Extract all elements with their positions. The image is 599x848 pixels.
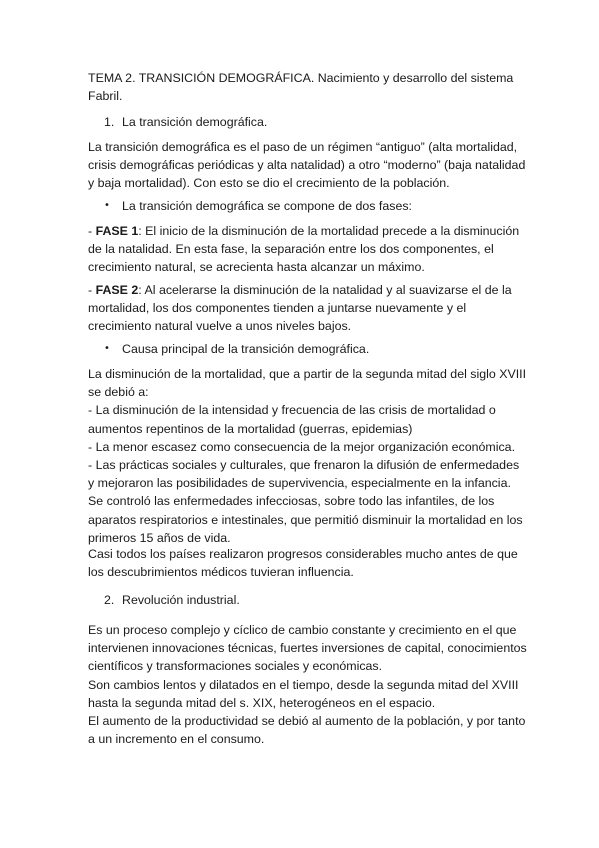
causes-paragraph [88,365,527,547]
paragraph-line: primeros 15 años de vida. [88,530,231,545]
phase-label: FASE 1 [95,224,139,238]
section-number: 2. [104,593,115,607]
paragraph-line: se debió a: [88,385,149,400]
paragraph-line: aumentos repentinos de la mortalidad (guerras, epidemias) [88,421,413,436]
paragraph-line: La transición demográfica es el paso de un régimen “antiguo” (alta mortalidad, [88,140,518,154]
intro-paragraph [88,138,526,193]
dash-prefix: - [88,283,96,297]
industrial-paragraph [88,621,527,748]
paragraph-line: y mejoraron las posibilidades de supervivencia, especialmente en la infancia. [88,476,511,491]
paragraph-line: crecimiento natural vuelve a unos niveles bajos. [88,319,352,334]
paragraph-line: La disminución de la mortalidad, que a partir de la segunda mitad del siglo XVIII [88,367,527,381]
phase-label: FASE 2 [95,283,139,297]
bullet-text: Causa principal de la transición demográfica. [122,342,370,356]
paragraph-line: crisis demográficas periódicas y alta natalidad) a otro “moderno” (baja natalidad [88,158,526,173]
paragraph-line: científicos y transformaciones sociales y económicas. [88,659,383,674]
paragraph-line: - La disminución de la intensidad y frecuencia de las crisis de mortalidad o [88,403,496,418]
section-heading-2 [0,591,599,611]
phase-2-paragraph [88,281,518,336]
progress-paragraph [88,545,518,581]
dash-prefix: - [88,224,96,238]
paragraph-line: y baja mortalidad). Con esto se dio el crecimiento de la población. [88,176,450,191]
paragraph-line: intervienen innovaciones técnicas, fuertes inversiones de capital, conocimientos [88,641,527,656]
paragraph-line: mortalidad, los dos componentes tienden a juntarse nuevamente y el [88,301,467,316]
paragraph-line: a un incremento en el consumo. [88,732,265,747]
paragraph-line: - La menor escasez como consecuencia de la mejor organización económica. [88,439,516,454]
section-title: Revolución industrial. [122,593,240,607]
paragraph-line: hasta la segunda mitad del s. XIX, heterogéneos en el espacio. [88,695,436,710]
paragraph-line: los descubrimientos médicos tuvieran influencia. [88,565,354,580]
title-line-1: TEMA 2. TRANSICIÓN DEMOGRÁFICA. Nacimiento y desarrollo del sistema [88,71,514,85]
phase-text: : El inicio de la disminución de la mortalidad precede a la disminución [138,224,520,238]
section-number: 1. [104,115,115,129]
paragraph-line: crecimiento natural, se acrecienta hasta alcanzar un máximo. [88,260,425,275]
bullet-icon: • [104,343,110,354]
paragraph-line: Son cambios lentos y dilatados en el tiempo, desde la segunda mitad del XVIII [88,677,519,692]
paragraph-line [88,222,518,240]
phase-1-paragraph [88,222,518,277]
title-line-2: Fabril. [88,89,123,104]
paragraph-line: Es un proceso complejo y cíclico de cambio constante y crecimiento en el que [88,623,517,637]
paragraph-line: de la natalidad. En esta fase, la separación entre los dos componentes, el [88,242,494,257]
bullet-item-cause [0,340,599,360]
document-title [88,69,518,105]
bullet-item-phases [0,197,599,217]
paragraph-line: - Las prácticas sociales y culturales, que frenaron la difusión de enfermedades [88,458,520,473]
section-heading-1 [0,113,599,133]
paragraph-line: El aumento de la productividad se debió al aumento de la población, y por tanto [88,714,526,729]
paragraph-line: Casi todos los países realizaron progresos considerables mucho antes de que [88,547,518,561]
paragraph-line: Se controló las enfermedades infecciosas, sobre todo las infantiles, de los [88,494,495,509]
paragraph-line [88,281,518,299]
section-title: La transición demográfica. [122,115,268,129]
bullet-icon: • [104,200,110,211]
bullet-text: La transición demográfica se compone de dos fases: [122,199,412,213]
phase-text: : Al acelerarse la disminución de la natalidad y al suavizarse el de la [138,283,512,297]
paragraph-line: aparatos respiratorios e intestinales, que permitió disminuir la mortalidad en los [88,512,523,527]
